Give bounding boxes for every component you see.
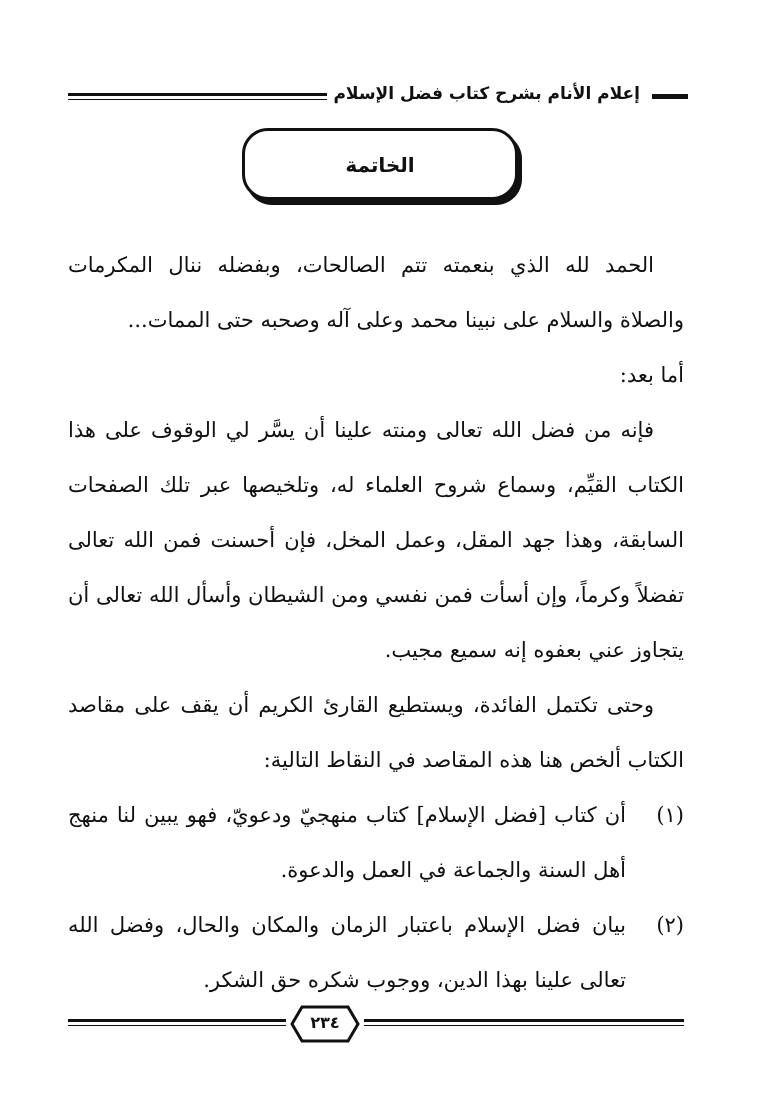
summary-intro-paragraph: وحتى تكتمل الفائدة، ويستطيع القارئ الكريم أن يقف على مقاصد الكتاب ألخص هنا هذه المقاصد في النقاط التالية: (68, 693, 684, 772)
page-footer (68, 1003, 684, 1049)
running-header (68, 82, 688, 110)
header-dash (652, 94, 688, 99)
footer-rule (68, 1019, 286, 1022)
footer-rule-thin (364, 1025, 684, 1026)
main-paragraph: فإنه من فضل الله تعالى ومنته علينا أن يسَّر لي الوقوف على هذا الكتاب القيِّم، وسماع شروح العلماء له، وتلخيصها عبر تلك الصفحات السابقة، وهذا جهد المقل، وعمل المخل، فإن أحسنت فمن الله تعالى تفضلاً وكرماً، وإن أسأت فمن نفسي ومن الشيطان وأسأل الله تعالى أن يتجاوز عني بعفوه إنه سميع مجيب. (68, 418, 684, 662)
page-number: ٢٣٤ (310, 1013, 340, 1032)
footer-rule-thin (68, 1025, 286, 1026)
intro-paragraph: الحمد لله الذي بنعمته تتم الصالحات، وبفضله ننال المكرمات والصلاة والسلام على نبينا محمد وعلى آله وصحبه حتى الممات... (68, 253, 684, 332)
list-item-number: (١) (656, 803, 684, 827)
list-item (68, 898, 684, 1008)
chapter-title-frame (242, 128, 518, 200)
list-item-text: أن كتاب [فضل الإسلام] كتاب منهجيّ ودعويّ، فهو يبين لنا منهج أهل السنة والجماعة في العمل والدعوة. (68, 803, 626, 882)
running-title: إعلام الأنام بشرح كتاب فضل الإسلام (327, 84, 646, 104)
amma-bad-line: أما بعد: (619, 363, 684, 387)
page-number-badge (290, 1005, 360, 1043)
list-item-text: بيان فضل الإسلام باعتبار الزمان والمكان والحال، وفضل الله تعالى علينا بهذا الدين، ووجوب شكره حق الشكر. (68, 913, 626, 992)
chapter-title: الخاتمة (345, 153, 415, 177)
list-item-number: (٢) (656, 913, 684, 937)
body-text (68, 238, 684, 1008)
footer-rule (364, 1019, 684, 1022)
list-item (68, 788, 684, 898)
